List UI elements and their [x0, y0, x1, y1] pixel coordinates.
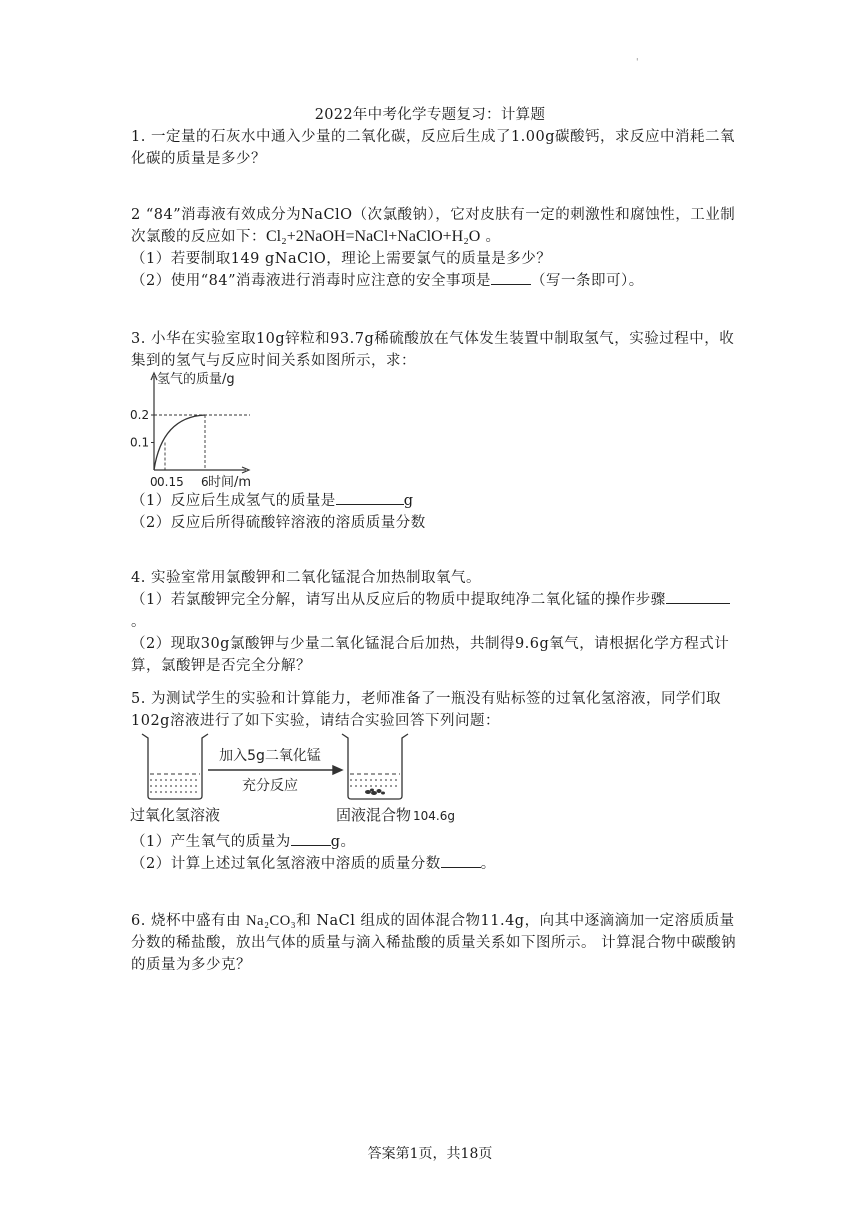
y-tick-label: 0.2 — [130, 408, 150, 422]
question-2-sub2-end: （写一条即可）。 — [531, 273, 644, 289]
hydrogen-mass-chart — [128, 370, 268, 490]
question-5-sub1-text: （1）产生氧气的质量为 — [131, 834, 291, 850]
answer-blank[interactable] — [491, 270, 531, 285]
experiment-diagram — [128, 728, 468, 828]
question-2-equation: Cl₂+2NaOH=NaCl+NaClO+H₂O — [266, 228, 481, 245]
question-4-intro: 4. 实验室常用氯酸钾和二氧化锰混合加热制取氧气。 — [131, 570, 481, 586]
question-2-sub2 — [131, 270, 741, 292]
question-1 — [131, 126, 741, 170]
answer-blank[interactable] — [441, 853, 481, 868]
right-beaker — [342, 734, 408, 799]
corner-mark: ' — [636, 58, 639, 68]
question-2-sub1: （1）若要制取149 gNaClO，理论上需要氯气的质量是多少？ — [131, 251, 552, 267]
y-axis-label: 氢气的质量/g — [157, 372, 235, 387]
question-6-formula: Na₂CO₃ — [246, 913, 297, 929]
question-3-sub1 — [131, 490, 741, 512]
question-4-sub1 — [131, 589, 741, 633]
arrow-bottom-label: 充分反应 — [242, 778, 298, 794]
question-3-text: 3. 小华在实验室取10g锌粒和93.7g稀硫酸放在气体发生装置中制取氢气，实验过程中，收集到的氢气与反应时间关系如图所示，求： — [131, 331, 735, 369]
question-4-sub1-text: （1）若氯酸钾完全分解，请写出从反应后的物质中提取纯净二氧化锰的操作步骤 — [131, 592, 666, 608]
y-tick-label: 0.1 — [130, 435, 150, 450]
reaction-arrow — [208, 766, 342, 774]
question-5-sub1-unit: g。 — [330, 834, 356, 850]
question-2-equation-end: 。 — [485, 229, 501, 245]
question-6-text — [131, 910, 741, 976]
left-beaker — [142, 734, 208, 799]
question-3-sub2: （2）反应后所得硫酸锌溶液的溶质质量分数 — [131, 515, 426, 531]
x-axis-label: 时间/m — [208, 475, 252, 490]
question-4-sub1-end: 。 — [131, 614, 146, 630]
x-tick-label: 0 — [150, 475, 158, 489]
arrow-top-label: 加入5g二氧化锰 — [219, 748, 321, 764]
x-tick-label: 0.15 — [157, 475, 184, 489]
hydrogen-curve — [154, 415, 205, 470]
question-2 — [131, 204, 741, 292]
manganese-dioxide-sediment — [365, 789, 385, 796]
left-beaker-label: 过氧化氢溶液 — [130, 806, 221, 824]
question-4 — [131, 567, 741, 677]
question-5-sub2-end: 。 — [480, 856, 496, 872]
question-2-sub2-text: （2）使用“84”消毒液进行消毒时应注意的安全事项是 — [131, 273, 491, 289]
question-6-text-start: 6. 烧杯中盛有由 — [131, 913, 247, 929]
question-5-subs — [131, 831, 741, 875]
right-beaker-label: 固液混合物 — [336, 806, 412, 824]
page-footer: 答案第1页，共18页 — [367, 1146, 493, 1162]
answer-blank[interactable] — [336, 490, 404, 505]
x-tick-label: 6 — [201, 475, 209, 489]
question-3-sub1-text: （1）反应后生成氢气的质量是 — [131, 493, 336, 509]
page-title: 2022年中考化学专题复习：计算题 — [314, 107, 546, 123]
question-3-subs — [131, 490, 741, 534]
question-5-sub2 — [131, 853, 741, 875]
question-6 — [131, 910, 741, 976]
answer-blank[interactable] — [666, 589, 730, 604]
question-5-sub1 — [131, 831, 741, 853]
question-4-sub2: （2）现取30g氯酸钾与少量二氧化锰混合后加热，共制得9.6g氧气，请根据化学方程式计算，氯酸钾是否完全分解？ — [131, 636, 730, 674]
question-6-text-rest: 和 NaCl 组成的固体混合物11.4g，向其中逐滴滴加一定溶质质量分数的稀盐酸，放出气体的质量与滴入稀盐酸的质量关系如下图所示。 计算混合物中碳酸钠的质量为多少克？ — [131, 913, 737, 973]
question-1-text: 1. 一定量的石灰水中通入少量的二氧化碳，反应后生成了1.00g碳酸钙，求反应中消耗二氧化碳的质量是多少？ — [131, 129, 736, 167]
question-5 — [131, 688, 741, 732]
question-3-sub1-unit: g — [403, 493, 414, 509]
answer-blank[interactable] — [291, 831, 331, 846]
question-5-text: 5. 为测试学生的实验和计算能力，老师准备了一瓶没有贴标签的过氧化氢溶液，同学们取102g溶液进行了如下实验，请结合实验回答下列问题： — [131, 691, 721, 729]
right-beaker-mass: 104.6g — [413, 809, 455, 823]
question-5-sub2-text: （2）计算上述过氧化氢溶液中溶质的质量分数 — [131, 856, 441, 872]
question-2-intro: 2 “84”消毒液有效成分为NaClO（次氯酸钠），它对皮肤有一定的刺激性和腐蚀性，工业制次氯酸的反应如下： — [131, 207, 736, 245]
question-2-text — [131, 204, 741, 248]
question-3 — [131, 328, 741, 372]
